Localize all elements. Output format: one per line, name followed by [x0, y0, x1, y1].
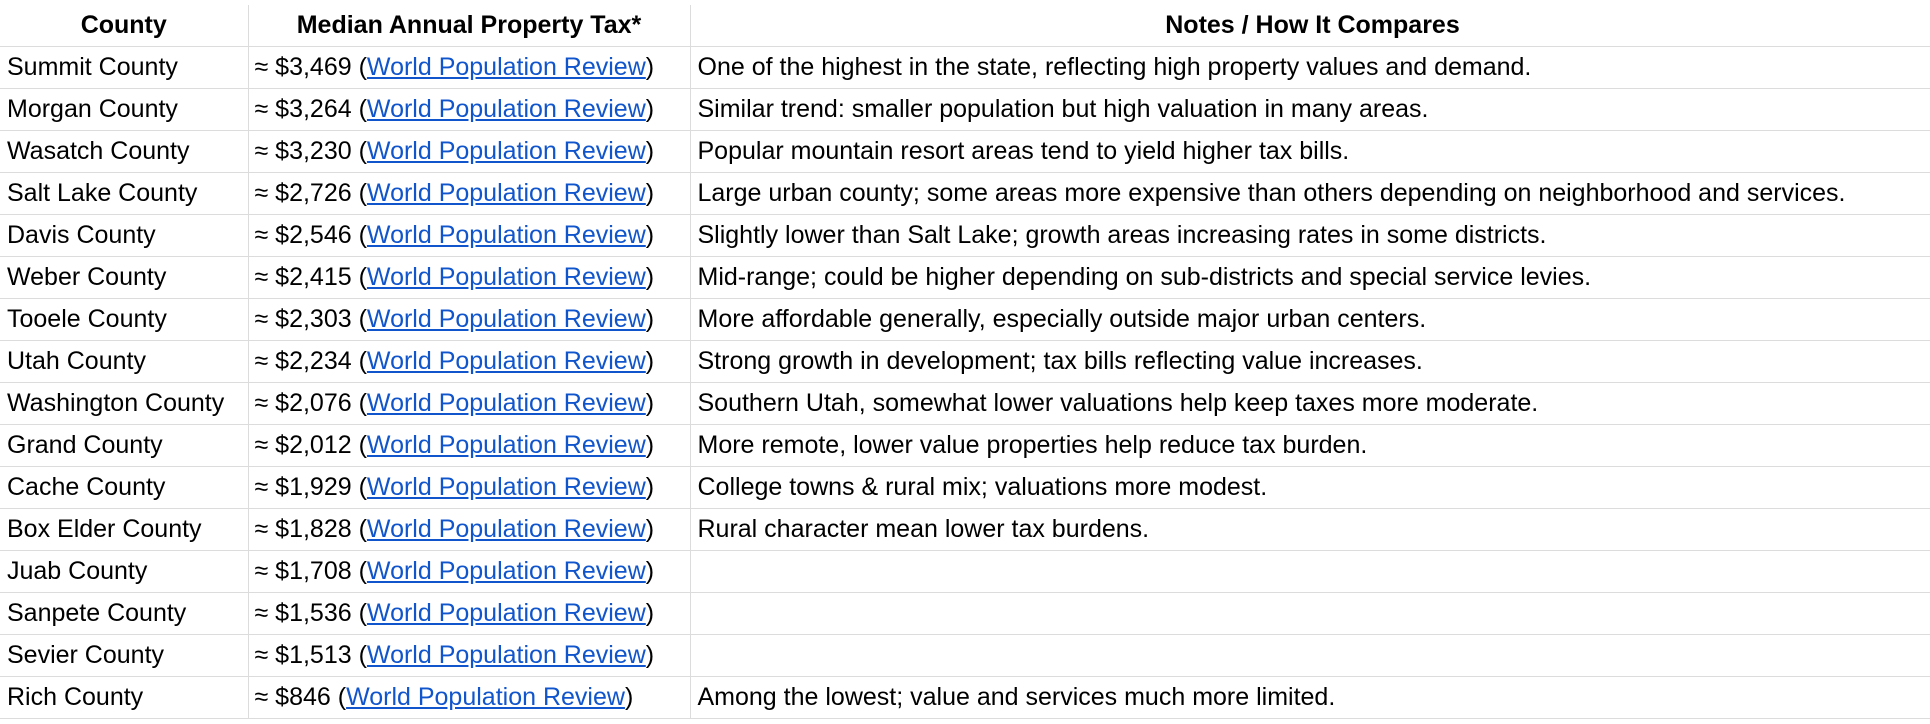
county-cell[interactable]: Juab County	[0, 551, 248, 593]
table-row	[0, 551, 1930, 593]
county-cell[interactable]: Rich County	[0, 677, 248, 719]
source-link[interactable]: World Population Review	[366, 515, 646, 543]
median-tax-cell[interactable]: ≈ $3,230 (World Population Review)	[248, 131, 690, 173]
source-link[interactable]: World Population Review	[366, 221, 646, 249]
property-tax-table	[0, 5, 1930, 719]
header-row	[0, 5, 1930, 47]
tax-value: ≈ $2,726	[254, 179, 352, 207]
median-tax-cell[interactable]: ≈ $846 (World Population Review)	[248, 677, 690, 719]
table-row	[0, 131, 1930, 173]
table-row	[0, 383, 1930, 425]
notes-cell[interactable]: Among the lowest; value and services much more limited.	[690, 677, 1930, 719]
tax-value: ≈ $1,708	[254, 557, 352, 585]
table-row	[0, 467, 1930, 509]
table-body	[0, 47, 1930, 719]
median-tax-cell[interactable]: ≈ $2,546 (World Population Review)	[248, 215, 690, 257]
source-link[interactable]: World Population Review	[366, 599, 646, 627]
notes-cell[interactable]: More affordable generally, especially outside major urban centers.	[690, 299, 1930, 341]
table-row	[0, 593, 1930, 635]
county-cell[interactable]: Cache County	[0, 467, 248, 509]
notes-cell[interactable]: Large urban county; some areas more expensive than others depending on neighborhood and services.	[690, 173, 1930, 215]
county-cell[interactable]: Tooele County	[0, 299, 248, 341]
source-link[interactable]: World Population Review	[366, 305, 646, 333]
table-row	[0, 635, 1930, 677]
median-tax-cell[interactable]: ≈ $3,264 (World Population Review)	[248, 89, 690, 131]
tax-value: ≈ $3,469	[254, 53, 352, 81]
median-tax-cell[interactable]: ≈ $2,076 (World Population Review)	[248, 383, 690, 425]
county-cell[interactable]: Washington County	[0, 383, 248, 425]
county-cell[interactable]: Utah County	[0, 341, 248, 383]
notes-cell[interactable]	[690, 551, 1930, 593]
median-tax-cell[interactable]: ≈ $2,303 (World Population Review)	[248, 299, 690, 341]
median-tax-cell[interactable]: ≈ $1,536 (World Population Review)	[248, 593, 690, 635]
table-row	[0, 173, 1930, 215]
tax-value: ≈ $2,546	[254, 221, 352, 249]
tax-value: ≈ $3,230	[254, 137, 352, 165]
notes-cell[interactable]: Southern Utah, somewhat lower valuations help keep taxes more moderate.	[690, 383, 1930, 425]
header-notes[interactable]: Notes / How It Compares	[690, 5, 1930, 47]
notes-cell[interactable]	[690, 635, 1930, 677]
median-tax-cell[interactable]: ≈ $2,726 (World Population Review)	[248, 173, 690, 215]
median-tax-cell[interactable]: ≈ $2,012 (World Population Review)	[248, 425, 690, 467]
median-tax-cell[interactable]: ≈ $1,929 (World Population Review)	[248, 467, 690, 509]
notes-cell[interactable]: Popular mountain resort areas tend to yield higher tax bills.	[690, 131, 1930, 173]
header-county[interactable]: County	[0, 5, 248, 47]
source-link[interactable]: World Population Review	[346, 683, 625, 711]
source-link[interactable]: World Population Review	[366, 95, 646, 123]
notes-cell[interactable]: Rural character mean lower tax burdens.	[690, 509, 1930, 551]
notes-cell[interactable]: Strong growth in development; tax bills reflecting value increases.	[690, 341, 1930, 383]
tax-value: ≈ $3,264	[254, 95, 352, 123]
notes-cell[interactable]: Similar trend: smaller population but high valuation in many areas.	[690, 89, 1930, 131]
table-row	[0, 47, 1930, 89]
median-tax-cell[interactable]: ≈ $3,469 (World Population Review)	[248, 47, 690, 89]
source-link[interactable]: World Population Review	[366, 557, 646, 585]
tax-value: ≈ $1,828	[254, 515, 352, 543]
source-link[interactable]: World Population Review	[366, 53, 646, 81]
source-link[interactable]: World Population Review	[366, 641, 646, 669]
county-cell[interactable]: Wasatch County	[0, 131, 248, 173]
notes-cell[interactable]: One of the highest in the state, reflecting high property values and demand.	[690, 47, 1930, 89]
notes-cell[interactable]: Mid-range; could be higher depending on sub-districts and special service levies.	[690, 257, 1930, 299]
table-row	[0, 89, 1930, 131]
county-cell[interactable]: Grand County	[0, 425, 248, 467]
table-row	[0, 299, 1930, 341]
notes-cell[interactable]	[690, 593, 1930, 635]
median-tax-cell[interactable]: ≈ $1,708 (World Population Review)	[248, 551, 690, 593]
notes-cell[interactable]: Slightly lower than Salt Lake; growth areas increasing rates in some districts.	[690, 215, 1930, 257]
county-cell[interactable]: Summit County	[0, 47, 248, 89]
source-link[interactable]: World Population Review	[366, 431, 646, 459]
source-link[interactable]: World Population Review	[366, 137, 646, 165]
median-tax-cell[interactable]: ≈ $2,415 (World Population Review)	[248, 257, 690, 299]
county-cell[interactable]: Davis County	[0, 215, 248, 257]
tax-value: ≈ $2,076	[254, 389, 352, 417]
notes-cell[interactable]: College towns & rural mix; valuations more modest.	[690, 467, 1930, 509]
county-cell[interactable]: Salt Lake County	[0, 173, 248, 215]
source-link[interactable]: World Population Review	[366, 473, 646, 501]
median-tax-cell[interactable]: ≈ $2,234 (World Population Review)	[248, 341, 690, 383]
table-row	[0, 215, 1930, 257]
source-link[interactable]: World Population Review	[366, 389, 646, 417]
county-cell[interactable]: Box Elder County	[0, 509, 248, 551]
notes-cell[interactable]: More remote, lower value properties help reduce tax burden.	[690, 425, 1930, 467]
county-cell[interactable]: Sanpete County	[0, 593, 248, 635]
table-row	[0, 425, 1930, 467]
source-link[interactable]: World Population Review	[366, 347, 646, 375]
tax-value: ≈ $2,012	[254, 431, 352, 459]
table-row	[0, 509, 1930, 551]
tax-value: ≈ $1,929	[254, 473, 352, 501]
tax-value: ≈ $1,536	[254, 599, 352, 627]
table-row	[0, 341, 1930, 383]
table-row	[0, 257, 1930, 299]
tax-value: ≈ $2,415	[254, 263, 352, 291]
header-median-tax[interactable]: Median Annual Property Tax*	[248, 5, 690, 47]
tax-value: ≈ $2,303	[254, 305, 352, 333]
tax-value: ≈ $2,234	[254, 347, 352, 375]
tax-value: ≈ $846	[254, 683, 331, 711]
median-tax-cell[interactable]: ≈ $1,513 (World Population Review)	[248, 635, 690, 677]
tax-value: ≈ $1,513	[254, 641, 352, 669]
table-row	[0, 677, 1930, 719]
median-tax-cell[interactable]: ≈ $1,828 (World Population Review)	[248, 509, 690, 551]
source-link[interactable]: World Population Review	[366, 179, 646, 207]
source-link[interactable]: World Population Review	[366, 263, 646, 291]
county-cell[interactable]: Weber County	[0, 257, 248, 299]
county-cell[interactable]: Sevier County	[0, 635, 248, 677]
county-cell[interactable]: Morgan County	[0, 89, 248, 131]
